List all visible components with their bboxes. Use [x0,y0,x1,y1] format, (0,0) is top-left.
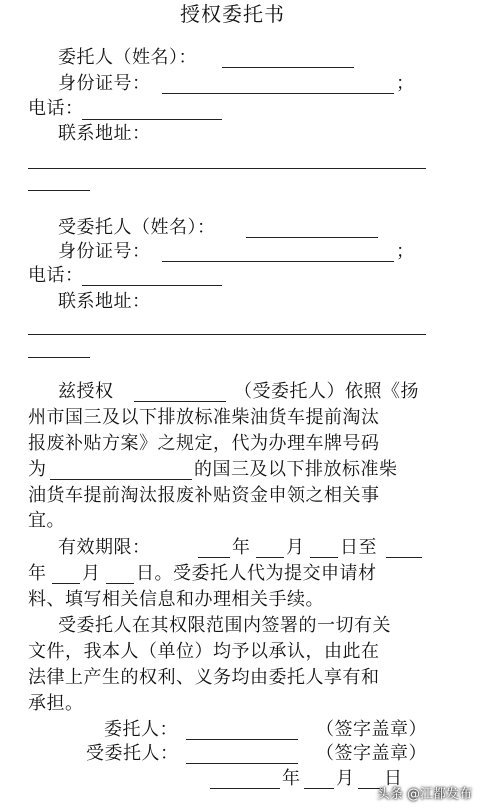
sign-year-label: 年 [282,768,301,789]
agent-id-field[interactable] [162,261,394,262]
sign-agent-label: 受委托人： [86,743,179,764]
principal-id-label: 身份证号： [58,73,151,94]
sign-agent-field[interactable] [186,763,298,764]
sign-principal-label: 委托人： [104,719,178,740]
principal-address-label: 联系地址： [58,123,151,144]
principal-phone-label: 电话： [28,98,84,119]
body-line-4: 的国三及以下排放标准柴 [194,459,398,480]
agent-address-field-2[interactable] [28,357,90,358]
agent-phone-label: 电话： [28,265,84,286]
start-day-to-label: 日至 [340,537,377,558]
authorize-text: 兹授权 [58,381,114,402]
watermark: 头条 @江都发布 [376,787,472,802]
agent-phone-field[interactable] [82,285,222,286]
sign-agent-note: （签字盖章） [316,743,427,764]
body-line-2: 州市国三及以下排放标准柴油货车提前淘汰 [28,407,380,428]
body-line-6: 宜。 [28,510,65,531]
body-line-5: 油货车提前淘汰报废补贴资金申领之相关事 [28,485,380,506]
principal-name-field[interactable] [222,67,354,68]
agent-address-field[interactable] [28,334,426,335]
body-line-12: 法律上产生的权利、义务均由委托人享有和 [28,667,380,688]
agent-address-label: 联系地址： [58,291,151,312]
body-line-13: 承担。 [28,693,84,714]
body-line-8: 日。受委托人代为提交申请材 [136,563,377,584]
document-title: 授权委托书 [180,2,285,26]
agent-name-label: 受委托人（姓名）： [58,217,216,238]
sign-month-label: 月 [336,768,355,789]
start-year-label: 年 [232,537,251,558]
end-month-blank[interactable] [52,583,80,584]
body-line-10: 受委托人在其权限范围内签署的一切有关 [58,615,391,636]
body-line-3: 报废补贴方案》之规定，代为办理车牌号码 [28,433,380,454]
body-line-4-start: 为 [28,459,47,480]
plate-number-blank[interactable] [50,479,192,480]
agent-name-field[interactable] [246,237,378,238]
sign-day-label: 日 [384,768,403,789]
end-year-label: 年 [28,563,47,584]
end-month-label: 月 [82,563,101,584]
agent-id-end: ； [396,241,415,262]
principal-phone-field[interactable] [82,119,222,120]
body-line-9: 料、填写相关信息和办理相关手续。 [28,589,324,610]
principal-id-field[interactable] [162,93,394,94]
end-year-blank[interactable] [386,557,422,558]
principal-name-label: 委托人（姓名）： [58,47,197,68]
sign-year-blank[interactable] [210,788,280,789]
body-line-1: （受委托人）依照《扬 [234,381,419,402]
start-year-blank[interactable] [198,557,230,558]
sign-month-blank[interactable] [304,788,334,789]
start-month-blank[interactable] [256,557,284,558]
agent-id-label: 身份证号： [58,241,151,262]
sign-principal-note: （签字盖章） [316,719,427,740]
end-day-blank[interactable] [106,583,134,584]
start-day-blank[interactable] [310,557,338,558]
sign-principal-field[interactable] [186,739,298,740]
start-month-label: 月 [286,537,305,558]
principal-address-field-2[interactable] [28,190,90,191]
principal-address-field[interactable] [28,168,426,169]
agent-name-blank[interactable] [134,401,226,402]
principal-id-end: ； [396,73,415,94]
body-line-11: 文件，我本人（单位）均予以承认，由此在 [28,641,380,662]
validity-label: 有效期限： [58,537,151,558]
